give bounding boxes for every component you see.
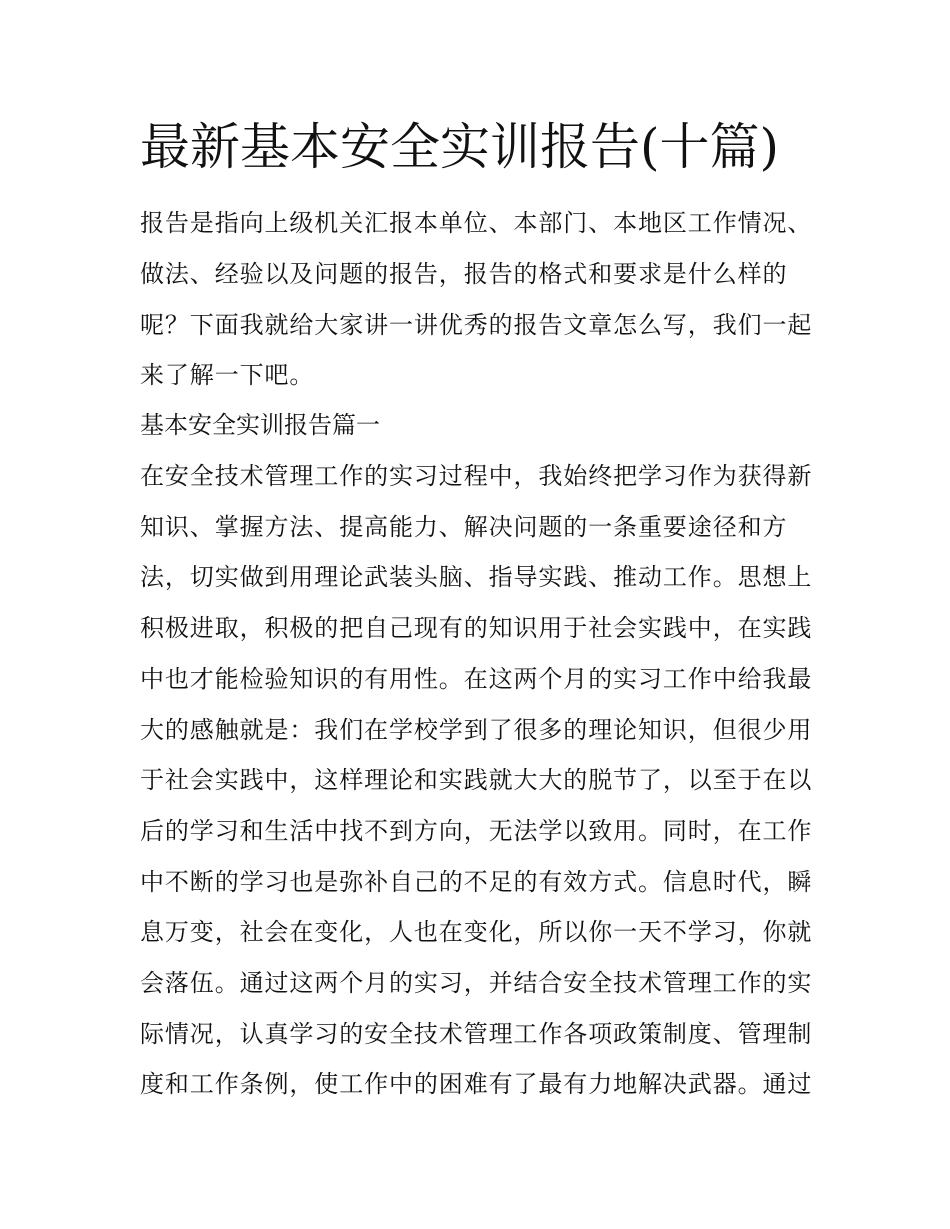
- intro-line: 报告是指向上级机关汇报本单位、本部门、本地区工作情况、: [140, 209, 813, 237]
- body-line: 际情况，认真学习的安全技术管理工作各项政策制度、管理制: [140, 1020, 813, 1048]
- body-line: 知识、掌握方法、提高能力、解决问题的一条重要途径和方: [140, 513, 788, 541]
- body-line: 在安全技术管理工作的实习过程中，我始终把学习作为获得新: [140, 462, 813, 490]
- body-line: 于社会实践中，这样理论和实践就大大的脱节了，以至于在以: [140, 766, 813, 794]
- body-line: 会落伍。通过这两个月的实习，并结合安全技术管理工作的实: [140, 969, 813, 997]
- body-line: 积极进取，积极的把自己现有的知识用于社会实践中，在实践: [140, 614, 813, 642]
- body-line: 后的学习和生活中找不到方向，无法学以致用。同时，在工作: [140, 817, 813, 845]
- document-title: 最新基本安全实训报告(十篇): [140, 118, 780, 176]
- body-line: 中不断的学习也是弥补自己的不足的有效方式。信息时代，瞬: [140, 868, 813, 896]
- intro-line: 呢？下面我就给大家讲一讲优秀的报告文章怎么写，我们一起: [140, 311, 813, 339]
- body-line: 息万变，社会在变化，人也在变化，所以你一天不学习，你就: [140, 918, 813, 946]
- body-line: 法，切实做到用理论武装头脑、指导实践、推动工作。思想上: [140, 563, 813, 591]
- body-line: 中也才能检验知识的有用性。在这两个月的实习工作中给我最: [140, 665, 813, 693]
- intro-line: 做法、经验以及问题的报告，报告的格式和要求是什么样的: [140, 260, 788, 288]
- section-heading: 基本安全实训报告篇一: [140, 411, 380, 439]
- body-line: 大的感触就是：我们在学校学到了很多的理论知识，但很少用: [140, 716, 813, 744]
- intro-line: 来了解一下吧。: [140, 361, 315, 389]
- body-line: 度和工作条例，使工作中的困难有了最有力地解决武器。通过: [140, 1070, 813, 1098]
